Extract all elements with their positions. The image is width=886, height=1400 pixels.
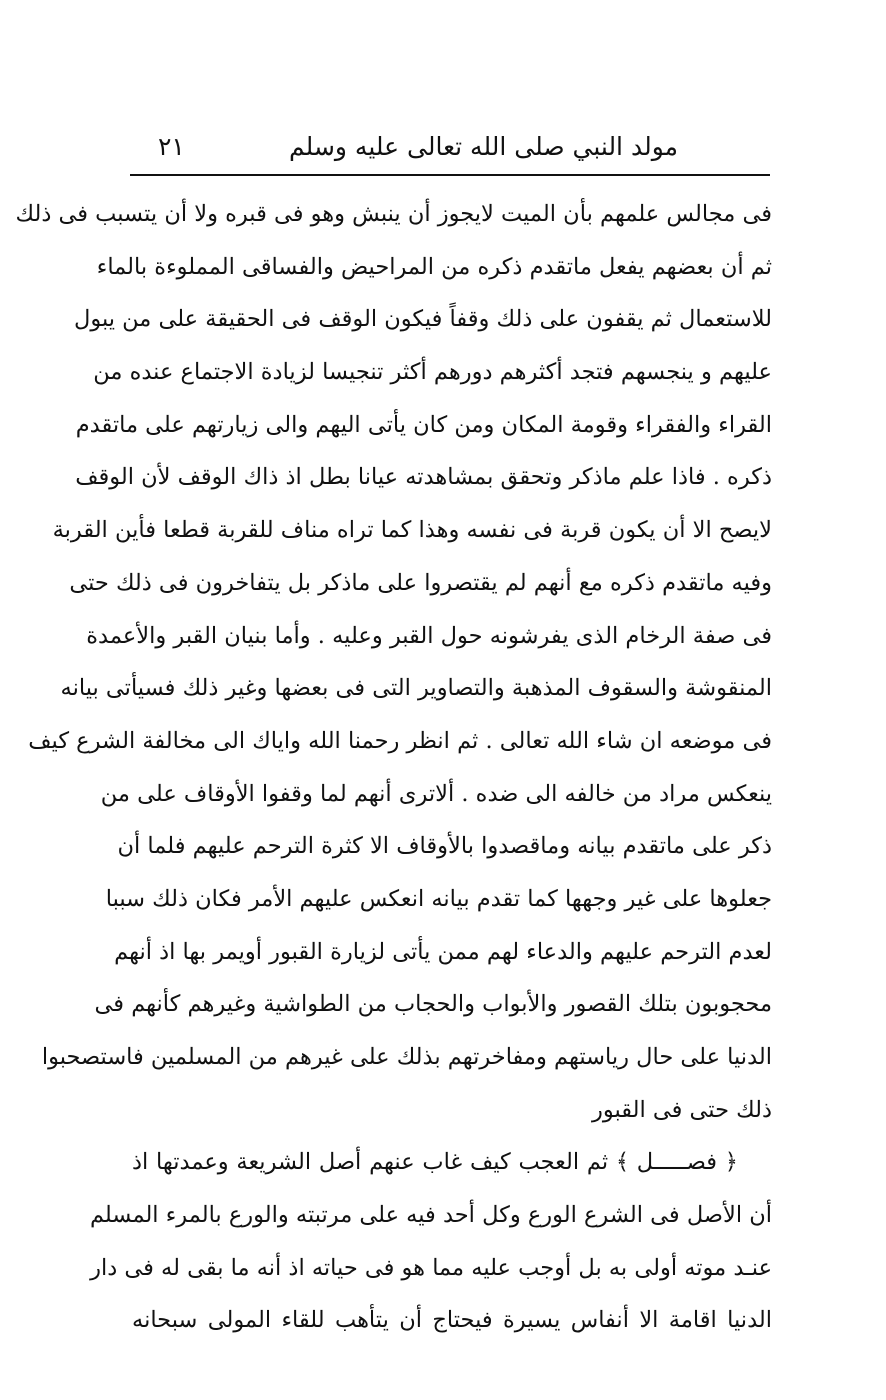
text-line: المنقوشة والسقوف المذهبة والتصاوير التى فى بعضها وغير ذلك فسيأتى بيانه <box>60 675 772 702</box>
text-line: ثم أن بعضهم يفعل ماتقدم ذكره من المراحيض والفساقى المملوءة بالماء <box>96 253 772 280</box>
text-line: وفيه ماتقدم ذكره مع أنهم لم يقتصروا على ماذكر بل يتفاخرون فى ذلك حتى <box>69 569 772 596</box>
text-line: الدنيا اقامة الا أنفاس يسيرة فيحتاج أن يتأهب للقاء المولى سبحانه <box>132 1307 772 1334</box>
text-line: للاستعمال ثم يقفون على ذلك وقفاً فيكون الوقف فى الحقيقة على من يبول <box>73 306 772 333</box>
text-line: فى موضعه ان شاء الله تعالى . ثم انظر رحمنا الله واياك الى مخالفة الشرع كيف <box>28 727 772 754</box>
text-line: فى صفة الرخام الذى يفرشونه حول القبر وعليه . وأما بنيان القبر والأعمدة <box>86 622 772 649</box>
running-title: مولد النبي صلى الله تعالى عليه وسلم <box>289 132 678 161</box>
body-text <box>15 188 772 1347</box>
text-line: ينعكس مراد من خالفه الى ضده . ألاترى أنهم لما وقفوا الأوقاف على من <box>100 780 772 807</box>
text-line: أن الأصل فى الشرع الورع وكل أحد فيه على مرتبته والورع بالمرء المسلم <box>89 1202 772 1229</box>
text-line: عنـد موته أولى به بل أوجب عليه مما هو فى حياته اذ أنه ما بقى له فى دار <box>90 1254 772 1281</box>
text-line: محجوبون بتلك القصور والأبواب والحجاب من الطواشية وغيرهم كأنهم فى <box>94 991 772 1018</box>
text-line: الدنيا على حال رياستهم ومفاخرتهم بذلك على غيرهم من المسلمين فاستصحبوا <box>41 1044 772 1070</box>
page-number: ٢١ <box>158 132 185 161</box>
header-rule <box>130 174 770 176</box>
section-heading-line: ﴿ فصـــــل ﴾ ثم العجب كيف غاب عنهم أصل الشريعة وعمدتها اذ <box>132 1149 738 1176</box>
text-line: ذكر على ماتقدم بيانه وماقصدوا بالأوقاف الا كثرة الترحم عليهم فلما أن <box>117 833 772 860</box>
text-line: فى مجالس علمهم بأن الميت لايجوز أن ينبش وهو فى قبره ولا أن يتسبب فى ذلك <box>15 201 772 227</box>
text-line: جعلوها على غير وجهها كما تقدم بيانه انعكس عليهم الأمر فكان ذلك سببا <box>105 885 772 912</box>
text-line: القراء والفقراء وقومة المكان ومن كان يأتى اليهم والى زيارتهم على ماتقدم <box>75 411 772 438</box>
text-line: ذلك حتى فى القبور <box>591 1096 772 1123</box>
text-line: لعدم الترحم عليهم والدعاء لهم ممن يأتى لزيارة القبور أويمر بها اذ أنهم <box>114 938 772 965</box>
text-line: ذكره . فاذا علم ماذكر وتحقق بمشاهدته عيانا بطل اذ ذاك الوقف لأن الوقف <box>75 464 772 491</box>
text-line: عليهم و ينجسهم فتجد أكثرهم دورهم أكثر تنجيسا لزيادة الاجتماع عنده من <box>93 359 772 386</box>
text-line: لايصح الا أن يكون قربة فى نفسه وهذا كما تراه مناف للقربة قطعا فأين القربة <box>52 517 772 544</box>
page-header <box>130 128 770 170</box>
